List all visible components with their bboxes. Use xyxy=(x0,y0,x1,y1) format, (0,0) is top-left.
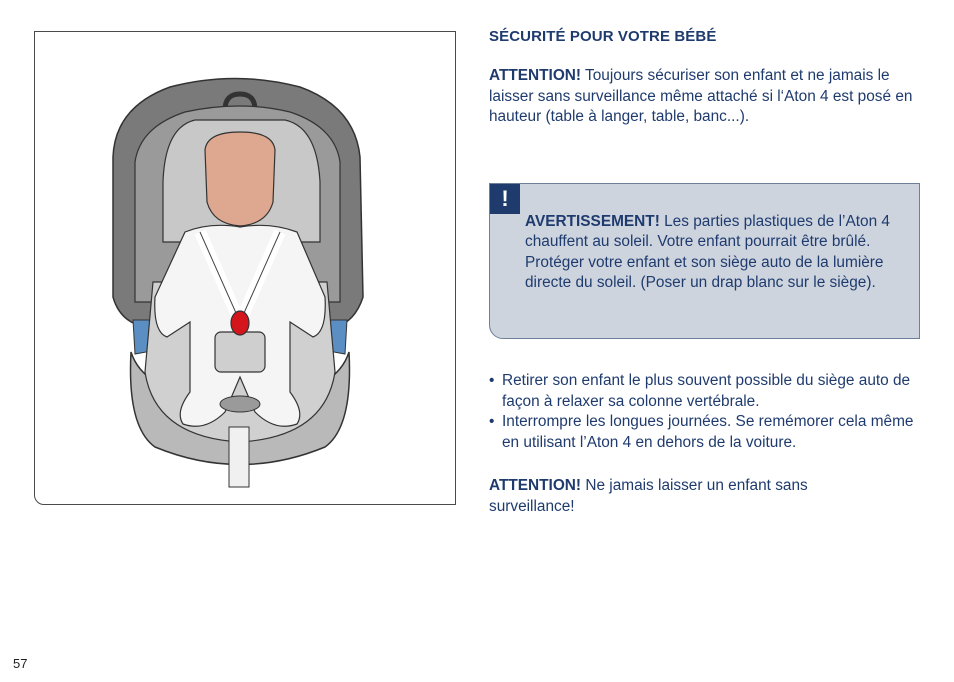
list-item xyxy=(489,371,919,412)
attention-paragraph-1 xyxy=(489,66,919,128)
baby-car-seat-illustration xyxy=(35,32,457,506)
warning-box xyxy=(489,183,920,339)
warning-label: AVERTISSEMENT! xyxy=(525,213,660,230)
list-item-text: Retirer son enfant le plus souvent possible du siège auto de façon à relaxer sa colonne vertébrale. xyxy=(502,372,911,410)
warning-text-block xyxy=(525,212,915,293)
page-number: 57 xyxy=(13,656,28,671)
attention-text: Ne jamais laisser un enfant sans surveillance! xyxy=(489,477,808,515)
advice-list xyxy=(489,371,919,453)
attention-paragraph-2 xyxy=(489,476,869,517)
list-item-text: Interrompre les longues journées. Se remémorer cela même en utilisant l’Aton 4 en dehors de la voiture. xyxy=(502,413,914,451)
attention-text: Toujours sécuriser son enfant et ne jamais le laisser sans surveillance même attaché si l‘Aton 4 est posé en hauteur (table à langer, table, banc...). xyxy=(489,67,913,125)
attention-label: ATTENTION! xyxy=(489,477,582,494)
exclamation-icon: ! xyxy=(490,184,520,214)
page-heading: SÉCURITÉ POUR VOTRE BÉBÉ xyxy=(489,28,717,45)
bullet-icon: • xyxy=(489,372,495,389)
attention-label: ATTENTION! xyxy=(489,67,582,84)
warning-text: Les parties plastiques de l’Aton 4 chauffent au soleil. Votre enfant pourrait être brûlé. Protéger votre enfant et son siège auto de la lumière directe du soleil. (Poser un drap blanc sur le siège). xyxy=(525,213,890,291)
list-item xyxy=(489,412,919,453)
illustration-frame xyxy=(34,31,456,505)
bullet-icon: • xyxy=(489,413,495,430)
